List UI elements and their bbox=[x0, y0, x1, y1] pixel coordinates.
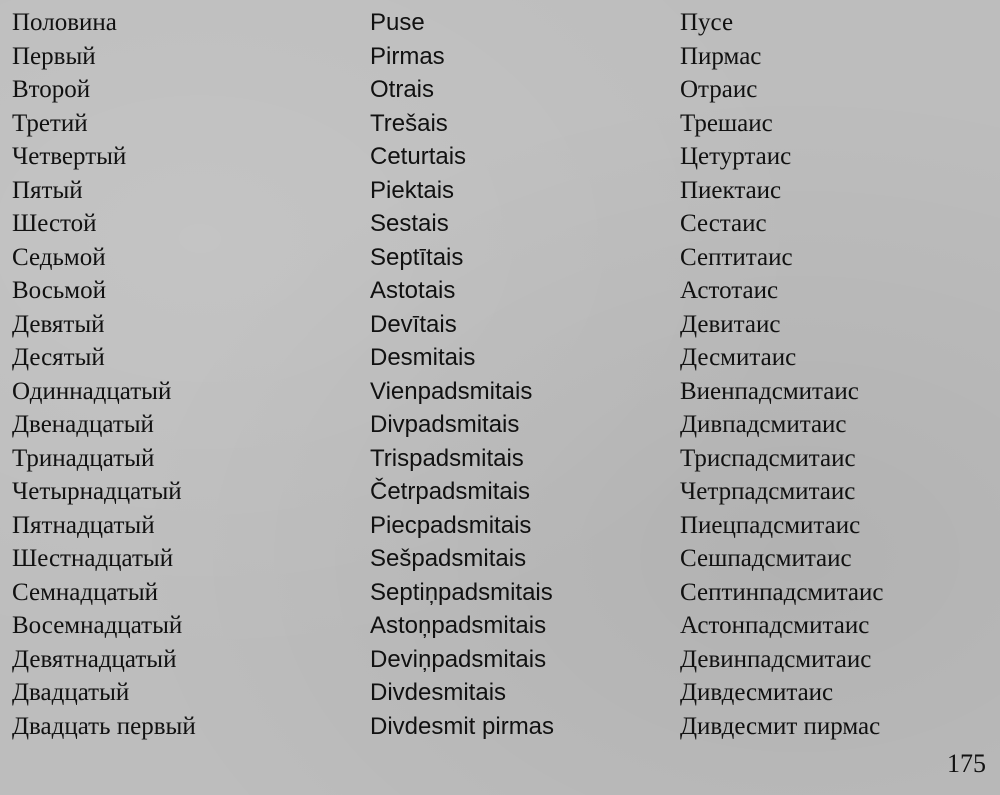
russian-entry: Двадцатый bbox=[12, 679, 130, 706]
latvian-entry: Septītais bbox=[370, 243, 464, 271]
transliteration-column bbox=[680, 6, 883, 743]
russian-entry: Семнадцатый bbox=[12, 578, 159, 606]
russian-column bbox=[12, 6, 196, 743]
russian-entry: Шестнадцатый bbox=[12, 545, 174, 572]
latvian-entry: Devītais bbox=[370, 310, 457, 338]
page-number: 175 bbox=[947, 749, 986, 778]
russian-entry: Пятый bbox=[12, 176, 83, 204]
transliteration-entry: Дивпадсмитаис bbox=[680, 411, 847, 438]
latvian-entry: Sešpadsmitais bbox=[370, 545, 527, 572]
latvian-entry: Trispadsmitais bbox=[370, 444, 524, 472]
latvian-entry: Puse bbox=[370, 9, 425, 36]
russian-entry: Первый bbox=[12, 42, 96, 70]
transliteration-entry: Отраис bbox=[680, 76, 758, 103]
russian-entry: Двадцать первый bbox=[12, 712, 196, 740]
transliteration-entry: Девитаис bbox=[680, 310, 781, 338]
russian-entry: Тринадцатый bbox=[12, 444, 155, 472]
latvian-entry: Astotais bbox=[370, 277, 456, 304]
russian-entry: Десятый bbox=[12, 344, 105, 371]
transliteration-entry: Пусе bbox=[680, 9, 734, 36]
latvian-entry: Sestais bbox=[370, 210, 449, 237]
latvian-entry: Otrais bbox=[370, 76, 435, 103]
latvian-entry: Desmitais bbox=[370, 344, 476, 371]
latvian-entry: Divdesmit pirmas bbox=[370, 712, 555, 740]
russian-entry: Одиннадцатый bbox=[12, 377, 172, 405]
latvian-entry: Divdesmitais bbox=[370, 679, 507, 706]
latvian-entry: Astoņpadsmitais bbox=[370, 612, 547, 639]
transliteration-entry: Виенпадсмитаис bbox=[680, 377, 859, 405]
russian-entry: Четырнадцатый bbox=[12, 478, 182, 505]
transliteration-entry: Сешпадсмитаис bbox=[680, 545, 852, 572]
latvian-entry: Ceturtais bbox=[370, 143, 467, 170]
transliteration-entry: Сестаис bbox=[680, 210, 767, 237]
transliteration-entry: Дивдесмитаис bbox=[680, 679, 834, 706]
russian-entry: Девятнадцатый bbox=[12, 645, 177, 673]
latvian-entry: Vienpadsmitais bbox=[370, 377, 533, 405]
transliteration-entry: Септитаис bbox=[680, 243, 793, 271]
russian-entry: Половина bbox=[12, 9, 117, 36]
transliteration-entry: Септинпадсмитаис bbox=[680, 578, 884, 606]
latvian-entry: Trešais bbox=[370, 109, 448, 137]
transliteration-entry: Девинпадсмитаис bbox=[680, 645, 872, 673]
transliteration-entry: Четрпадсмитаис bbox=[680, 478, 856, 505]
transliteration-entry: Пирмас bbox=[680, 42, 762, 70]
transliteration-entry: Цетуртаис bbox=[680, 143, 792, 170]
transliteration-entry: Пиецпадсмитаис bbox=[680, 511, 861, 539]
transliteration-entry: Трешаис bbox=[680, 109, 773, 137]
latvian-entry: Deviņpadsmitais bbox=[370, 645, 547, 673]
latvian-entry: Pirmas bbox=[370, 42, 445, 70]
russian-entry: Шестой bbox=[12, 210, 97, 237]
russian-entry: Девятый bbox=[12, 310, 105, 338]
latvian-entry: Piektais bbox=[370, 176, 455, 204]
russian-entry: Восемнадцатый bbox=[12, 612, 183, 639]
transliteration-entry: Астонпадсмитаис bbox=[680, 612, 870, 639]
latvian-entry: Četrpadsmitais bbox=[370, 478, 531, 505]
russian-entry: Двенадцатый bbox=[12, 411, 154, 438]
transliteration-entry: Триспадсмитаис bbox=[680, 444, 856, 472]
russian-entry: Четвертый bbox=[12, 143, 127, 170]
russian-entry: Восьмой bbox=[12, 277, 106, 304]
russian-entry: Второй bbox=[12, 76, 91, 103]
transliteration-entry: Дивдесмит пирмас bbox=[680, 712, 881, 740]
transliteration-entry: Пиектаис bbox=[680, 176, 782, 204]
transliteration-entry: Астотаис bbox=[680, 277, 779, 304]
russian-entry: Пятнадцатый bbox=[12, 511, 155, 539]
transliteration-entry: Десмитаис bbox=[680, 344, 797, 371]
latvian-entry: Divpadsmitais bbox=[370, 411, 520, 438]
russian-entry: Третий bbox=[12, 109, 88, 137]
latvian-entry: Piecpadsmitais bbox=[370, 511, 532, 539]
latvian-column bbox=[370, 6, 554, 743]
latvian-entry: Septiņpadsmitais bbox=[370, 578, 553, 606]
russian-entry: Седьмой bbox=[12, 243, 106, 271]
